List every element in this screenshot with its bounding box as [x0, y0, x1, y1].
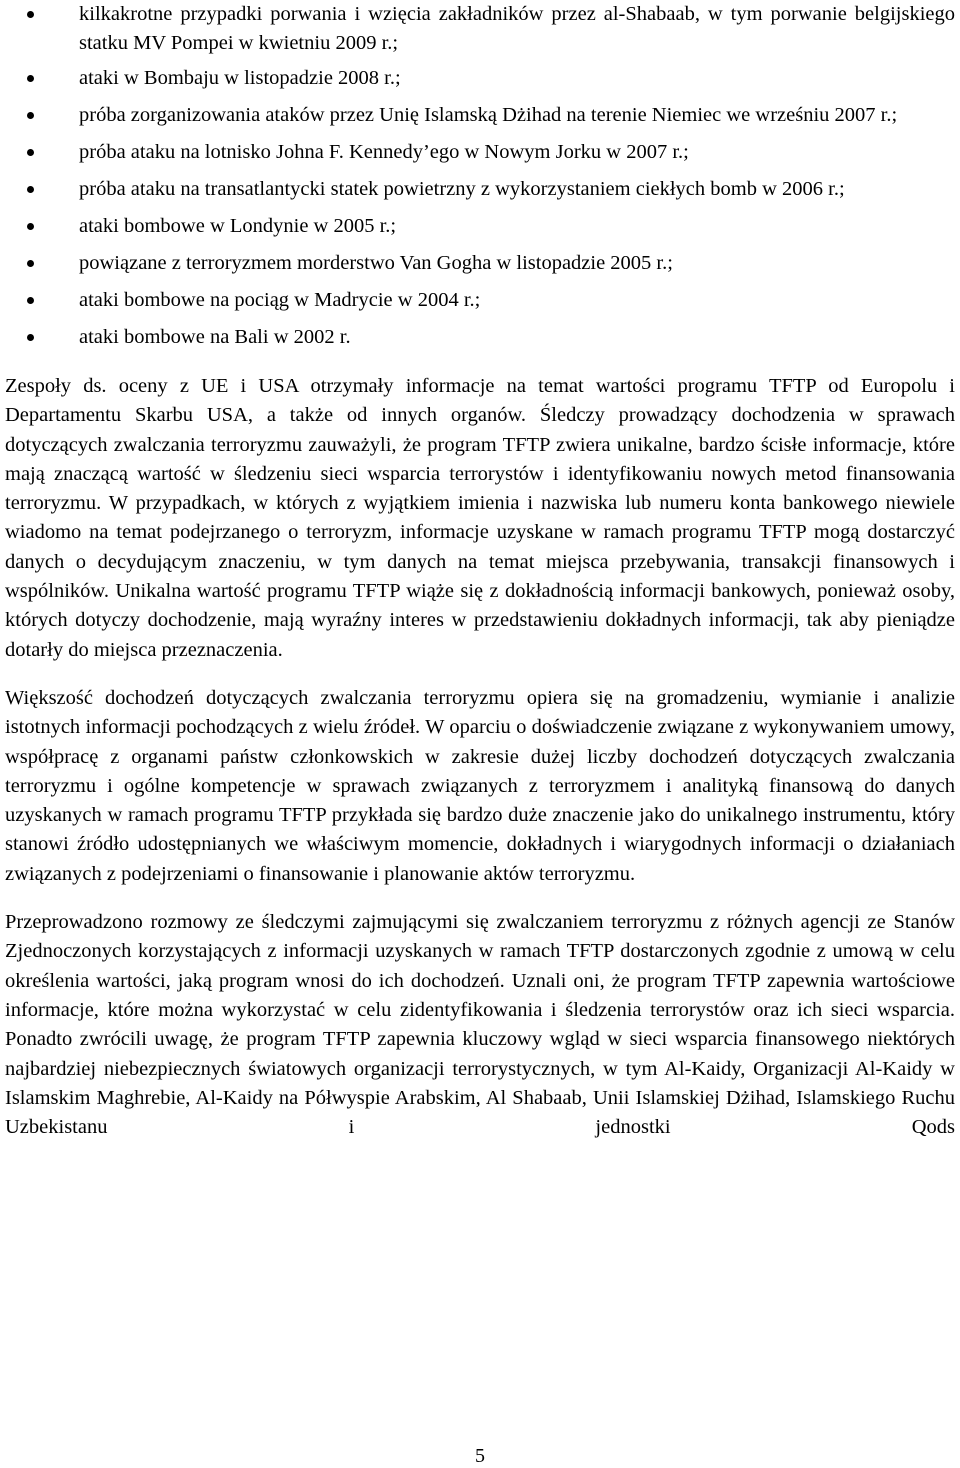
list-item: ataki bombowe w Londynie w 2005 r.; [5, 212, 955, 241]
page-number: 5 [475, 1445, 485, 1467]
list-item: ataki bombowe na pociąg w Madrycie w 2004 r.; [5, 286, 955, 315]
list-item: ataki w Bombaju w listopadzie 2008 r.; [5, 64, 955, 93]
list-item: próba zorganizowania ataków przez Unię Islamską Dżihad na terenie Niemiec we wrześniu 2007 r.; [5, 101, 955, 130]
list-item: ataki bombowe na Bali w 2002 r. [5, 323, 955, 352]
list-item: próba ataku na transatlantycki statek powietrzny z wykorzystaniem ciekłych bomb w 2006 r.; [5, 175, 955, 204]
paragraph-interviews: Przeprowadzono rozmowy ze śledczymi zajmującymi się zwalczaniem terroryzmu z różnych agencji ze Stanów Zjednoczonych korzystających z informacji uzyskanych w ramach TFTP dostarczonych zgodnie z umową w celu określenia wartości, jaką program wnosi do ich dochodzeń. Uznali oni, że program TFTP zapewnia wartościowe informacje, które można wykorzystać w celu zidentyfikowania i śledzenia terrorystów oraz ich sieci wsparcia. Ponadto zwrócili uwagę, że program TFTP zapewnia kluczowy wgląd w sieci wsparcia finansowego niektórych najbardziej niebezpiecznych światowych organizacji terrorystycznych, w tym Al-Kaidy, Organizacji Al-Kaidy w Islamskim Maghrebie, Al-Kaidy na Półwyspie Arabskim, Al Shabaab, Unii Islamskiej Dżihad, Islamskiego Ruchu Uzbekistanu i jednostki Qods [5, 911, 955, 1139]
list-item: powiązane z terroryzmem morderstwo Van Gogha w listopadzie 2005 r.; [5, 249, 955, 278]
list-item: próba ataku na lotnisko Johna F. Kennedy’ego w Nowym Jorku w 2007 r.; [5, 138, 955, 167]
document-page [5, 0, 955, 1161]
paragraph-program-value: Zespoły ds. oceny z UE i USA otrzymały informacje na temat wartości programu TFTP od Europolu i Departamentu Skarbu USA, a także od innych organów. Śledczy prowadzący dochodzenia w sprawach dotyczących zwalczania terroryzmu zauważyli, że program TFTP zwiera unikalne, bardzo ścisłe informacje, które mają znaczącą wartość w śledzeniu sieci wsparcia terrorystów i identyfikowaniu nowych metod finansowania terroryzmu. W przypadkach, w których z wyjątkiem imienia i nazwiska lub numeru konta bankowego niewiele wiadomo na temat podejrzanego o terroryzm, informacje uzyskane w ramach programu TFTP mogą dostarczyć danych o decydującym znaczeniu, w tym danych na temat miejsca przebywania, transakcji finansowych i wspólników. Unikalna wartość programu TFTP wiąże się z dokładnością informacji bankowych, ponieważ osoby, których dotyczy dochodzenie, mają wyraźny interes w przedstawieniu dokładnych informacji, tak aby pieniądze dotarły do miejsca przeznaczenia. [5, 375, 955, 661]
attack-list [5, 0, 955, 352]
list-item: kilkakrotne przypadki porwania i wzięcia zakładników przez al-Shabaab, w tym porwanie belgijskiego statku MV Pompei w kwietniu 2009 r.; [5, 0, 955, 58]
paragraph-investigations: Większość dochodzeń dotyczących zwalczania terroryzmu opiera się na gromadzeniu, wymianie i analizie istotnych informacji pochodzących z wielu źródeł. W oparciu o doświadczenie związane z wykonywaniem umowy, współpracę z organami państw członkowskich w zakresie dużej liczby dochodzeń dotyczących zwalczania terroryzmu i ogólne kompetencje w sprawach związanych z terroryzmem i analityką finansową do danych uzyskanych w ramach programu TFTP przykłada się bardzo duże znaczenie jako do unikalnego instrumentu, który stanowi źródło udostępnianych we właściwym momencie, dokładnych i wiarygodnych informacji o działaniach związanych z podejrzeniami o finansowanie i planowanie aktów terroryzmu. [5, 686, 955, 885]
